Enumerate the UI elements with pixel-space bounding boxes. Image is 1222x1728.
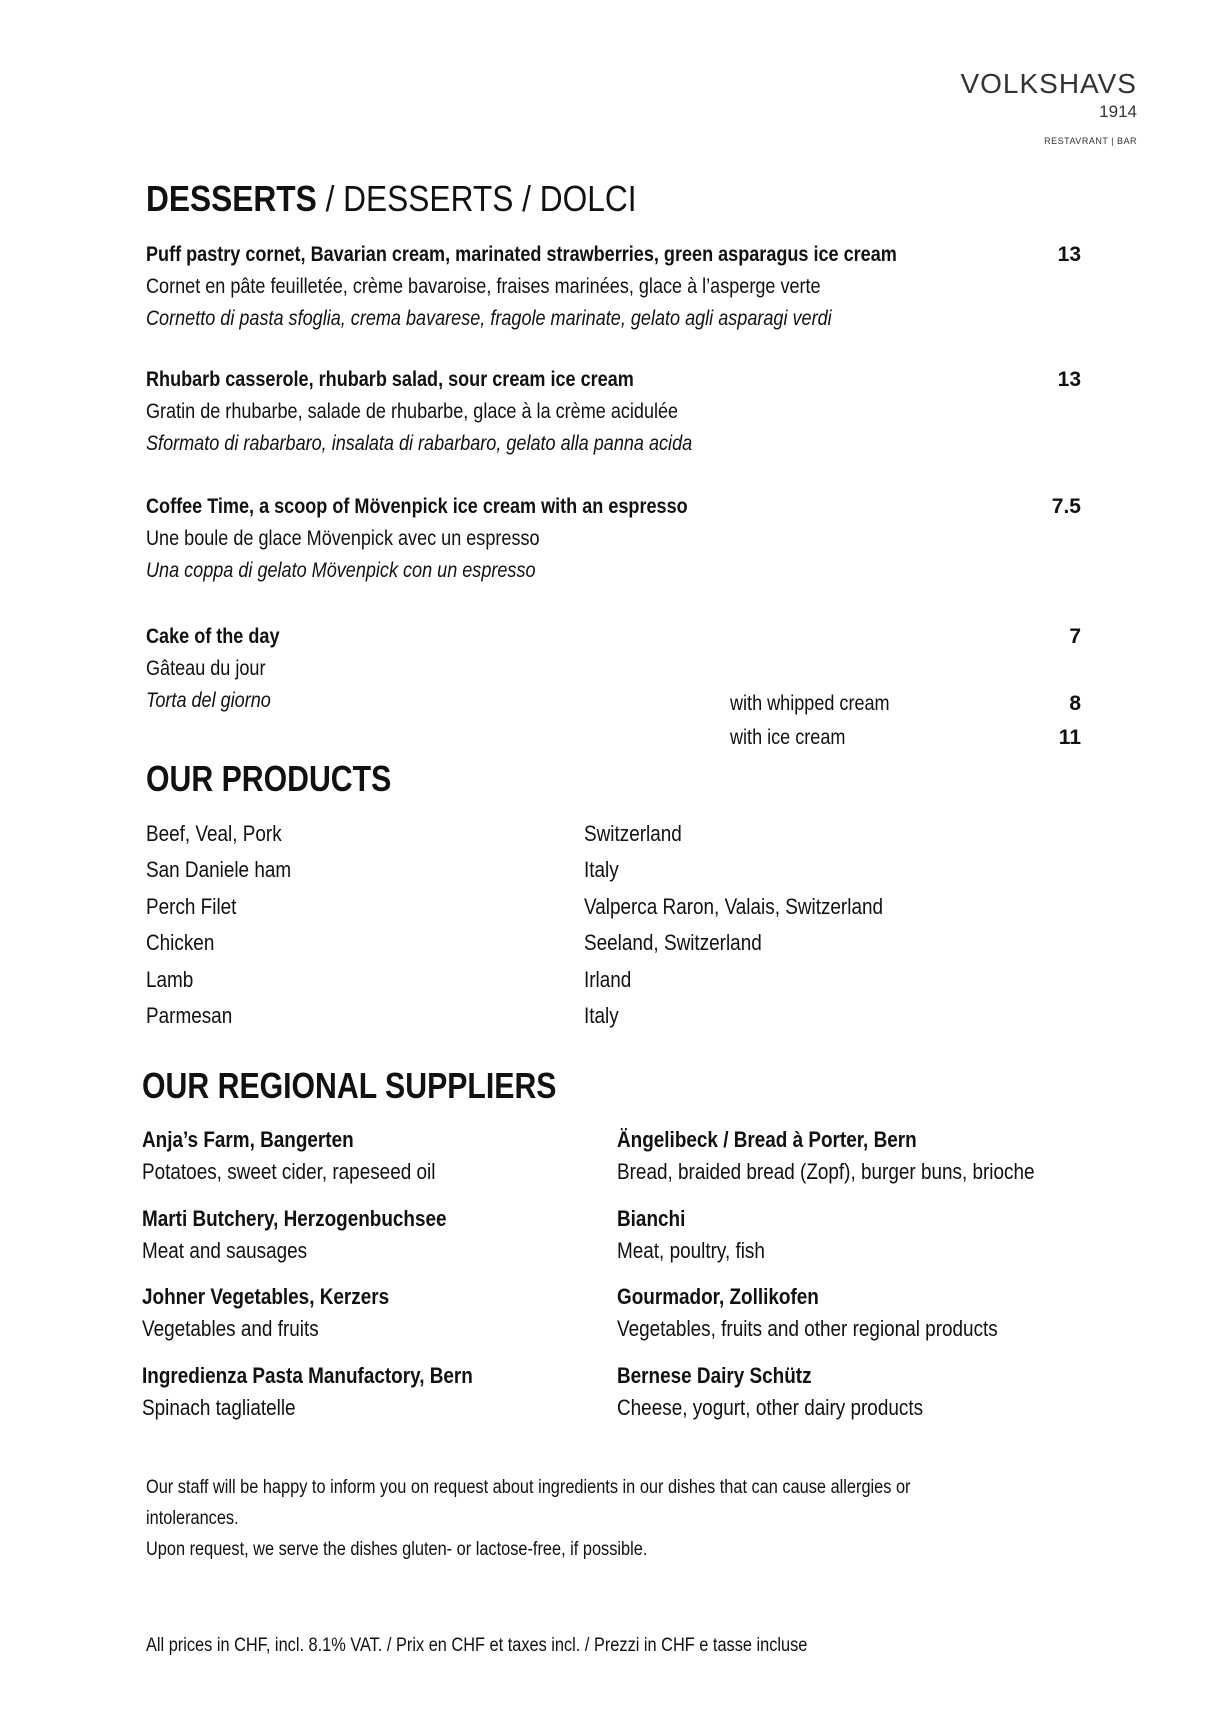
cake-option <box>730 722 1081 754</box>
product-origin: Italy <box>584 857 619 882</box>
dessert-name-fr: Une boule de glace Mövenpick avec un espresso <box>146 527 540 550</box>
supplier-desc: Potatoes, sweet cider, rapeseed oil <box>142 1159 436 1184</box>
allergy-line: Our staff will be happy to inform you on request about ingredients in our dishes that can cause allergies or <box>146 1477 911 1498</box>
dessert-name-en: Coffee Time, a scoop of Mövenpick ice cream with an espresso <box>146 495 688 518</box>
allergy-note <box>146 1472 1106 1565</box>
product-name: Beef, Veal, Pork <box>146 821 282 846</box>
allergy-line: intolerances. <box>146 1508 239 1529</box>
products-title: OUR PRODUCTS <box>146 758 392 799</box>
supplier-desc: Vegetables and fruits <box>142 1316 319 1341</box>
product-origin: Italy <box>584 1003 619 1028</box>
supplier-desc: Vegetables, fruits and other regional products <box>617 1316 998 1341</box>
desserts-title-rest: / DESSERTS / DOLCI <box>316 178 637 219</box>
dessert-item <box>146 239 1081 335</box>
logo-name: VOLKSHAVS <box>960 68 1137 99</box>
cake-option-label: with ice cream <box>730 726 846 749</box>
product-origin: Switzerland <box>584 821 682 846</box>
supplier-desc: Cheese, yogurt, other dairy products <box>617 1395 924 1420</box>
supplier-name: Bianchi <box>617 1206 686 1231</box>
dessert-name-it: Cornetto di pasta sfoglia, crema bavarese, fragole marinate, gelato agli asparagi verdi <box>146 307 832 330</box>
dessert-name-en: Cake of the day <box>146 625 280 648</box>
dessert-item <box>146 491 1081 587</box>
cake-option-label: with whipped cream <box>730 692 890 715</box>
supplier <box>142 1360 527 1424</box>
supplier-desc: Meat, poultry, fish <box>617 1238 765 1263</box>
supplier-desc: Bread, braided bread (Zopf), burger buns, brioche <box>617 1159 1035 1184</box>
supplier-name: Ängelibeck / Bread à Porter, Bern <box>617 1127 917 1152</box>
supplier-name: Anja’s Farm, Bangerten <box>142 1127 354 1152</box>
dessert-price: 13 <box>1057 368 1081 391</box>
dessert-name-fr: Cornet en pâte feuilletée, crème bavaroise, fraises marinées, glace à l’asperge verte <box>146 275 821 298</box>
supplier <box>617 1281 1060 1345</box>
logo-year: 1914 <box>1099 102 1137 121</box>
cake-option-price: 11 <box>1058 726 1081 749</box>
product-name: Chicken <box>146 930 215 955</box>
dessert-name-it: Una coppa di gelato Mövenpick con un espresso <box>146 559 536 582</box>
supplier-name: Bernese Dairy Schütz <box>617 1363 812 1388</box>
supplier-name: Ingredienza Pasta Manufactory, Bern <box>142 1363 473 1388</box>
product-origin: Irland <box>584 967 632 992</box>
supplier <box>617 1360 973 1424</box>
product-name: Perch Filet <box>146 894 237 919</box>
dessert-name-it: Sformato di rabarbaro, insalata di rabarbaro, gelato alla panna acida <box>146 432 693 455</box>
cake-option <box>730 688 1081 720</box>
supplier-name: Gourmador, Zollikofen <box>617 1284 819 1309</box>
product-name: San Daniele ham <box>146 857 292 882</box>
suppliers-title: OUR REGIONAL SUPPLIERS <box>142 1065 557 1106</box>
desserts-title-bold: DESSERTS <box>146 178 317 219</box>
product-origin: Seeland, Switzerland <box>584 930 762 955</box>
dessert-price: 7 <box>1069 625 1081 648</box>
allergy-line: Upon request, we serve the dishes gluten- or lactose-free, if possible. <box>146 1539 648 1560</box>
desserts-title <box>146 178 637 220</box>
product-origin: Valperca Raron, Valais, Switzerland <box>584 894 884 919</box>
product-name: Lamb <box>146 967 194 992</box>
logo-subtitle: RESTAVRANT | BAR <box>1044 136 1137 146</box>
supplier-name: Marti Butchery, Herzogenbuchsee <box>142 1206 447 1231</box>
supplier-desc: Spinach tagliatelle <box>142 1395 296 1420</box>
supplier <box>617 1124 1103 1188</box>
dessert-name-fr: Gâteau du jour <box>146 657 266 680</box>
supplier <box>142 1281 429 1345</box>
dessert-item <box>146 364 1081 460</box>
dessert-name-it: Torta del giorno <box>146 689 271 712</box>
product-name: Parmesan <box>146 1003 233 1028</box>
dessert-price: 13 <box>1057 243 1081 266</box>
price-footnote: All prices in CHF, incl. 8.1% VAT. / Prix en CHF et taxes incl. / Prezzi in CHF e tasse incluse <box>146 1635 808 1656</box>
restaurant-logo <box>960 68 1137 148</box>
supplier-desc: Meat and sausages <box>142 1238 308 1263</box>
dessert-price: 7.5 <box>1051 495 1081 518</box>
dessert-name-en: Puff pastry cornet, Bavarian cream, marinated strawberries, green asparagus ice cream <box>146 243 897 266</box>
cake-option-price: 8 <box>1069 692 1081 715</box>
supplier <box>142 1124 483 1188</box>
dessert-name-en: Rhubarb casserole, rhubarb salad, sour cream ice cream <box>146 368 634 391</box>
supplier <box>142 1203 496 1267</box>
supplier <box>617 1203 789 1267</box>
supplier-name: Johner Vegetables, Kerzers <box>142 1284 390 1309</box>
dessert-name-fr: Gratin de rhubarbe, salade de rhubarbe, glace à la crème acidulée <box>146 400 679 423</box>
